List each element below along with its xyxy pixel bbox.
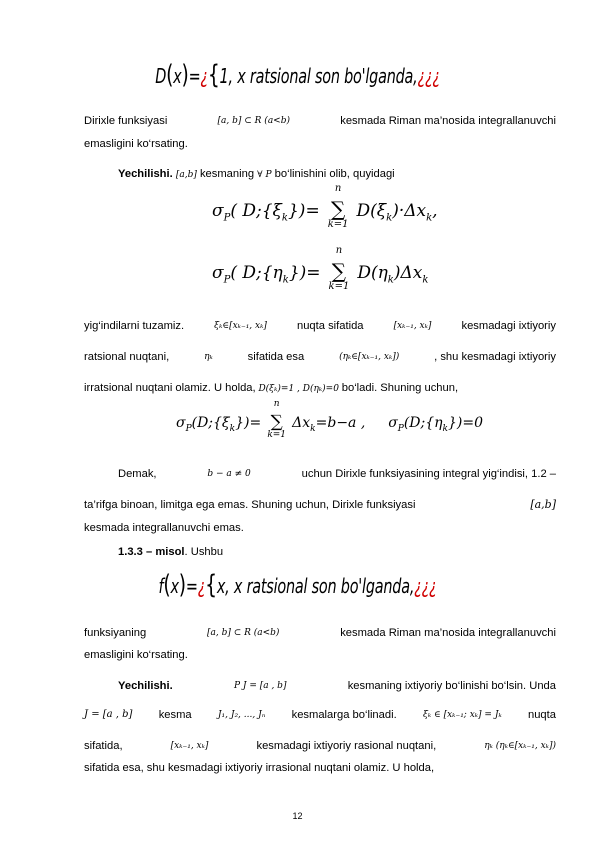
paragraph-4-line-1: Demak, b − a ≠ 0 uchun Dirixle funksiyasining integral yig‘indisi, 1.2 –	[118, 468, 556, 480]
integral-sum-result: $\sigma_P(D;\{\xi_k\})=$ n ∑ k=1 $\Delta x_k=b-a$ , $\sigma_P(D;\{\eta_k\})=0$	[176, 399, 484, 440]
paragraph-7-line-4: sifatida esa, shu kesmadagi ixtiyoriy irrasional nuqtani olamiz. U holda,	[84, 762, 435, 774]
paragraph-4-line-3: kesmada integrallanuvchi emas.	[84, 522, 244, 534]
dirichlet-formula: D(x)=¿{1, x ratsional son bo'lganda,¿¿¿	[155, 60, 440, 90]
function-f-formula: f(x)=¿{x, x ratsional son bo'lganda,¿¿¿	[158, 570, 437, 600]
paragraph-7-line-2: J = [a , b] kesma J₁, J₂, ..., Jₙ kesmalarga bo‘linadi. ξₖ ∈ [xₖ₋₁; xₖ] = Jₖ nuqta	[84, 709, 556, 721]
paragraph-7-line-3: sifatida, [xₖ₋₁, xₖ] kesmadagi ixtiyoriy rasional nuqtani, ηₖ (ηₖ∈[xₖ₋₁, xₖ])	[84, 740, 556, 752]
integral-sum-xi: $\sigma_P$( $D;\{\xi_k\})=$ n ∑ k=1 $D(\xi_k)\cdot\Delta x_k$,	[212, 183, 438, 230]
paragraph-3-line-1: yig‘indilarni tuzamiz. ξₖ∈[xₖ₋₁, xₖ] nuqta sifatida [xₖ₋₁, xₖ] kesmadagi ixtiyoriy	[84, 320, 556, 332]
paragraph-6-line-1: funksiyaning [a, b] ⊂ R (a<b) kesmada Riman ma’nosida integrallanuvchi	[84, 627, 556, 639]
paragraph-1-line-2: emasligini ko‘rsating.	[84, 138, 188, 150]
paragraph-4-line-2: ta’rifga binoan, limitga ega emas. Shuning uchun, Dirixle funksiyasi [a,b]	[84, 498, 556, 511]
paragraph-7-line-1: Yechilishi. P J = [a , b] kesmaning ixtiyoriy bo‘linishi bo‘lsin. Unda	[118, 680, 556, 692]
paragraph-6-line-2: emasligini ko‘rsating.	[84, 649, 188, 661]
paragraph-1-line-1: Dirixle funksiyasi [a, b] ⊂ R (a<b) kesmada Riman ma’nosida integrallanuvchi	[84, 115, 556, 127]
paragraph-3-line-2: ratsional nuqtani, ηₖ sifatida esa (ηₖ∈[xₖ₋₁, xₖ]) , shu kesmadagi ixtiyoriy	[84, 351, 556, 363]
example-heading: 1.3.3 – misol. Ushbu	[118, 546, 224, 558]
paragraph-3-line-3: irratsional nuqtani olamiz. U holda, D(ξₖ)=1 , D(ηₖ)=0 bo‘ladi. Shuning uchun,	[84, 382, 459, 394]
page-number: 12	[292, 811, 303, 821]
paragraph-2: Yechilishi. [a,b] kesmaning ∀ P bo‘linishini olib, quyidagi	[118, 168, 395, 180]
integral-sum-eta: $\sigma_P$( $D;\{\eta_k\})=$ n ∑ k=1 $D(\eta_k)\Delta x_k$	[212, 245, 429, 292]
